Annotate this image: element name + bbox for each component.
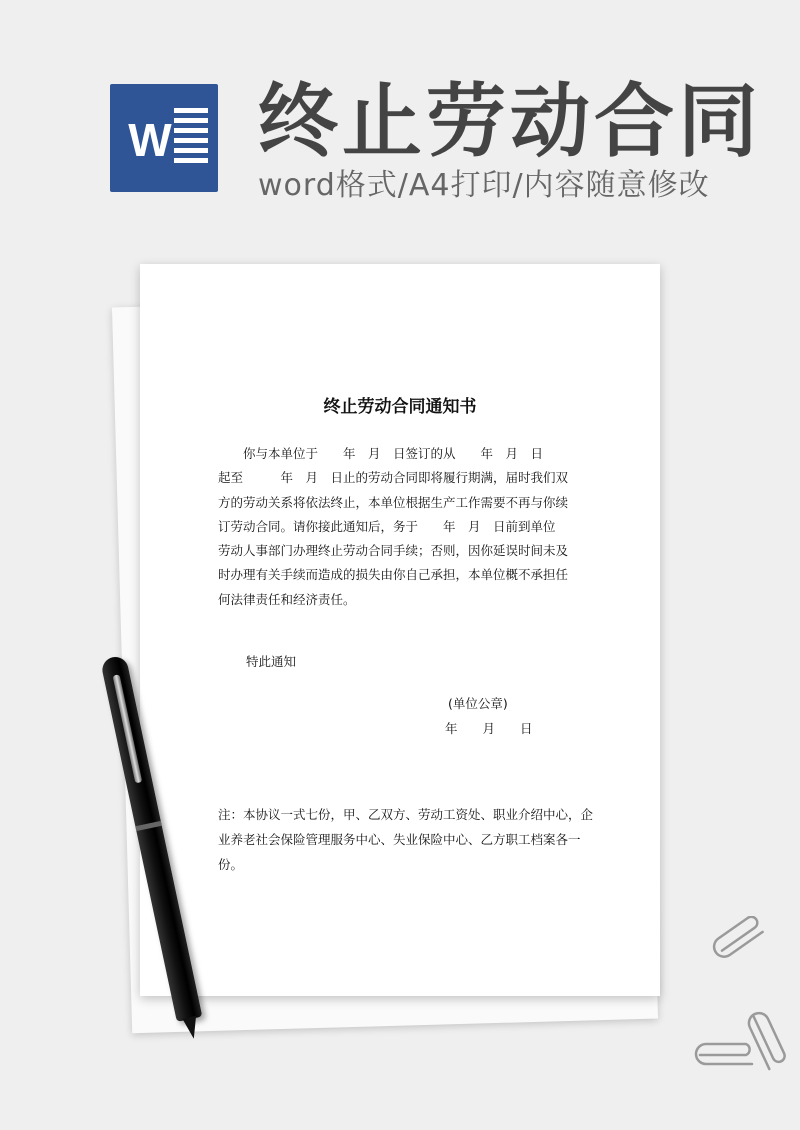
word-icon (110, 84, 218, 192)
seal-label: (单位公章) (448, 696, 508, 711)
date-line: 年 月 日 (445, 721, 533, 736)
banner-title: 终止劳动合同 (258, 75, 762, 168)
word-icon-lines (174, 108, 208, 168)
paperclip-icon (708, 916, 772, 960)
body-line: 你与本单位于 年 月 日签订的从 年 月 日 (218, 446, 544, 461)
footnote-line: 注：本协议一式七份，甲、乙双方、劳动工资处、职业介绍中心，企 (218, 807, 594, 822)
body-line: 时办理有关手续而造成的损失由你自己承担，本单位概不承担任 (218, 567, 569, 583)
footnote-line: 份。 (218, 857, 244, 872)
document-page (140, 264, 660, 996)
notice-text: 特此通知 (246, 654, 297, 669)
body-line: 起至 年 月 日止的劳动合同即将履行期满，届时我们双 (218, 470, 569, 486)
body-line: 何法律责任和经济责任。 (218, 591, 356, 607)
banner-subtitle: word格式/A4打印/内容随意修改 (258, 168, 710, 203)
document-body (218, 442, 588, 612)
body-line: 方的劳动关系将依法终止，本单位根据生产工作需要不再与你续 (218, 494, 569, 510)
footnote (218, 802, 594, 877)
body-line: 劳动人事部门办理终止劳动合同手续；否则，因你延误时间未及 (218, 543, 569, 559)
pen-band (135, 821, 161, 831)
word-icon-letter: W (128, 114, 172, 166)
footnote-line: 业养老社会保险管理服务中心、失业保险中心、乙方职工档案各一 (218, 832, 581, 847)
paperclip-icon (744, 1008, 788, 1078)
document-title: 终止劳动合同通知书 (323, 397, 477, 417)
body-line: 订劳动合同。请你接此通知后，务于 年 月 日前到单位 (218, 518, 556, 534)
